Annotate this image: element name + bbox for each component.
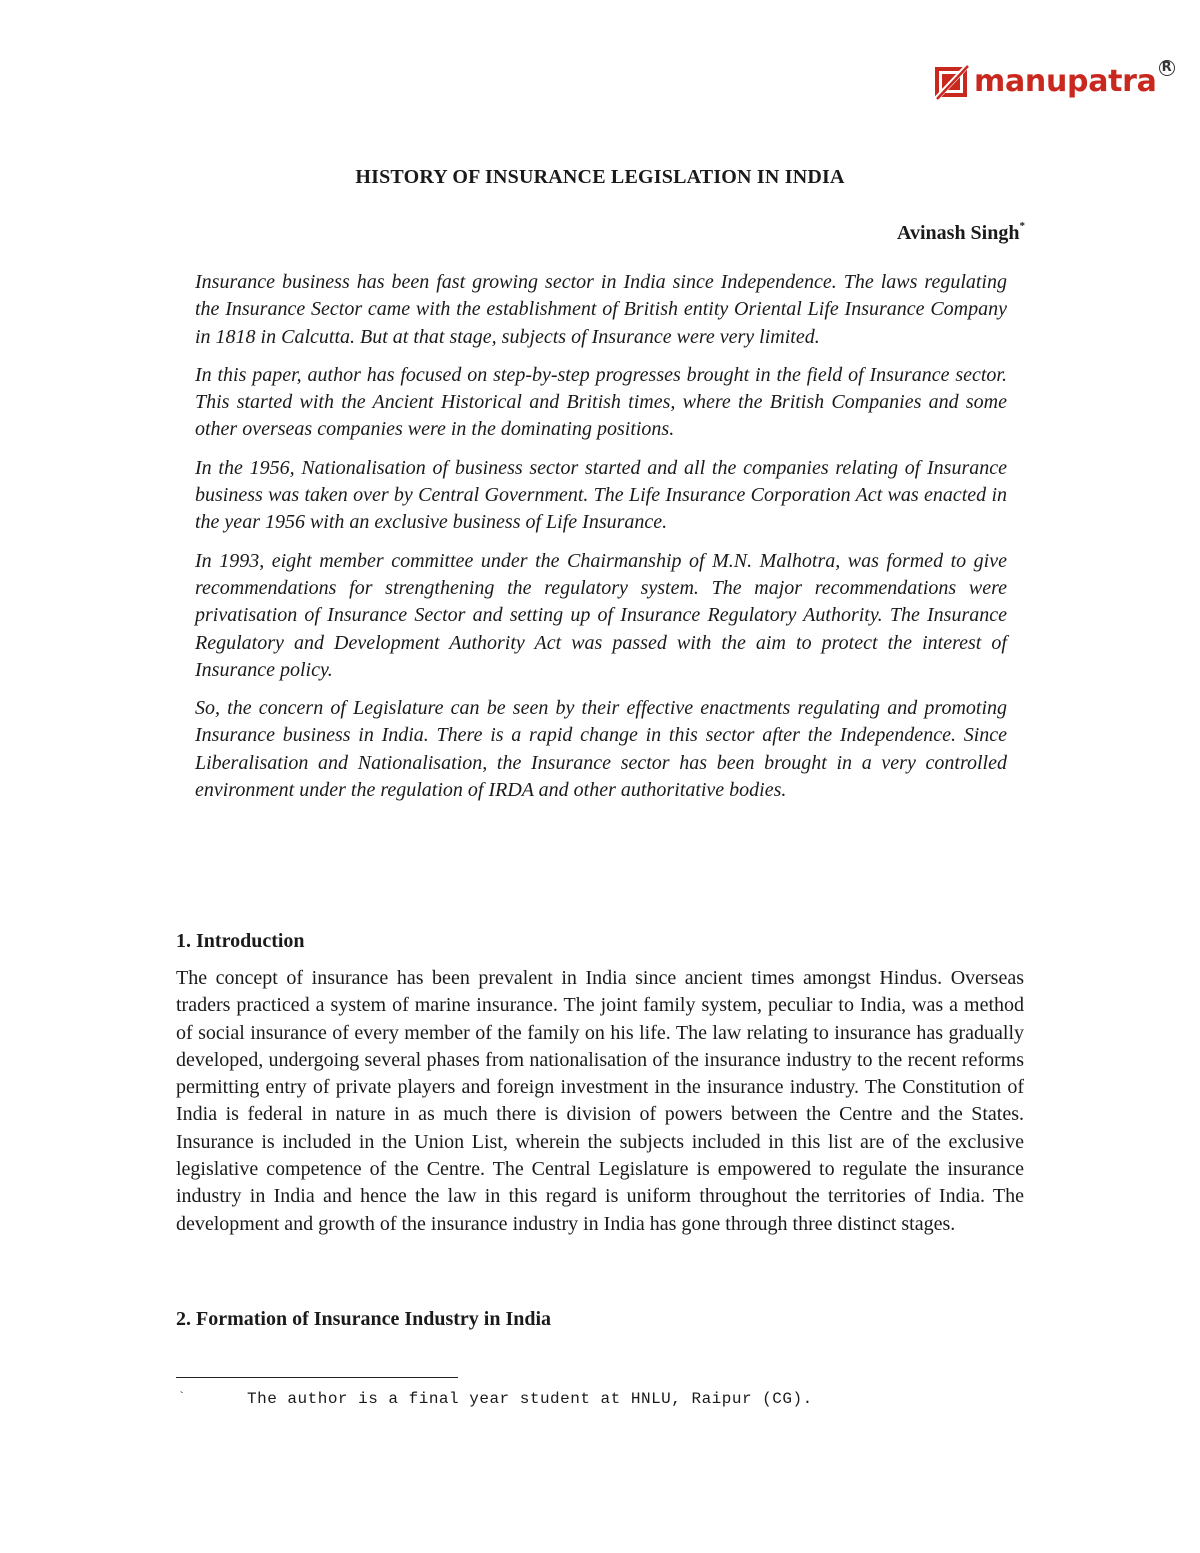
registered-trademark-icon: R [1159, 60, 1175, 76]
abstract-paragraph: In the 1956, Nationalisation of business sector started and all the companies relating of Insurance business was taken over by Central Government. The Life Insurance Corporation Act was enacted in the year 1956 with an exclusive business of Life Insurance. [195, 456, 1007, 534]
manupatra-logo-mark-icon [934, 64, 970, 100]
section-text-introduction: The concept of insurance has been prevalent in India since ancient times amongst Hindus. Overseas traders practiced a system of marine insurance. The joint family system, peculiar to India, was a method of social insurance of every member of the family on his life. The law relating to insurance has gradually developed, undergoing several phases from nationalisation of the insurance industry to the recent reforms permitting entry of private players and foreign investment in the insurance industry. The Constitution of India is federal in nature in as much there is division of powers between the Centre and the States. Insurance is included in the Union List, wherein the subjects included in this list are of the exclusive legislative competence of the Centre. The Central Legislature is empowered to regulate the insurance industry in India and hence the law in this regard is uniform throughout the territories of India. The development and growth of the insurance industry in India has gone through three distinct stages. [176, 967, 1024, 1235]
manupatra-logo-text: manupatra [974, 64, 1157, 99]
abstract-paragraph: Insurance business has been fast growing sector in India since Independence. The laws regulating the Insurance Sector came with the establishment of British entity Oriental Life Insurance Company in 1818 in Calcutta. But at that stage, subjects of Insurance were very limited. [195, 271, 1007, 348]
footnote-divider [176, 1377, 458, 1378]
section-heading-introduction: 1. Introduction [176, 930, 305, 952]
footnote-mark: ` [178, 1390, 186, 1404]
article-author [897, 222, 1025, 245]
footnote-text: The author is a final year student at HNLU, Raipur (CG). [247, 1390, 813, 1408]
abstract-paragraph: In 1993, eight member committee under the Chairmanship of M.N. Malhotra, was formed to give recommendations for strengthening the regulatory system. The major recommendations were privatisation of Insurance Sector and setting up of Insurance Regulatory Authority. The Insurance Regulatory and Development Authority Act was passed with the aim to protect the interest of Insurance policy. [195, 549, 1007, 681]
abstract-paragraph: So, the concern of Legislature can be seen by their effective enactments regulating and promoting Insurance business in India. There is a rapid change in this sector after the Independence. Since Liberalisation and Nationalisation, the Insurance sector has been brought in a very controlled environment under the regulation of IRDA and other authoritative bodies. [195, 697, 1007, 802]
abstract-paragraph: In this paper, author has focused on step-by-step progresses brought in the field of Insurance sector. This started with the Ancient Historical and British times, where the British Companies and some other overseas companies were in the dominating positions. [195, 363, 1007, 441]
manupatra-logo [934, 62, 1175, 102]
abstract [195, 269, 1007, 815]
article-title: HISTORY OF INSURANCE LEGISLATION IN INDIA [355, 166, 845, 188]
author-name: Avinash Singh [897, 222, 1020, 244]
author-footnote-mark: * [1019, 220, 1025, 232]
section-heading-formation: 2. Formation of Insurance Industry in India [176, 1308, 552, 1330]
